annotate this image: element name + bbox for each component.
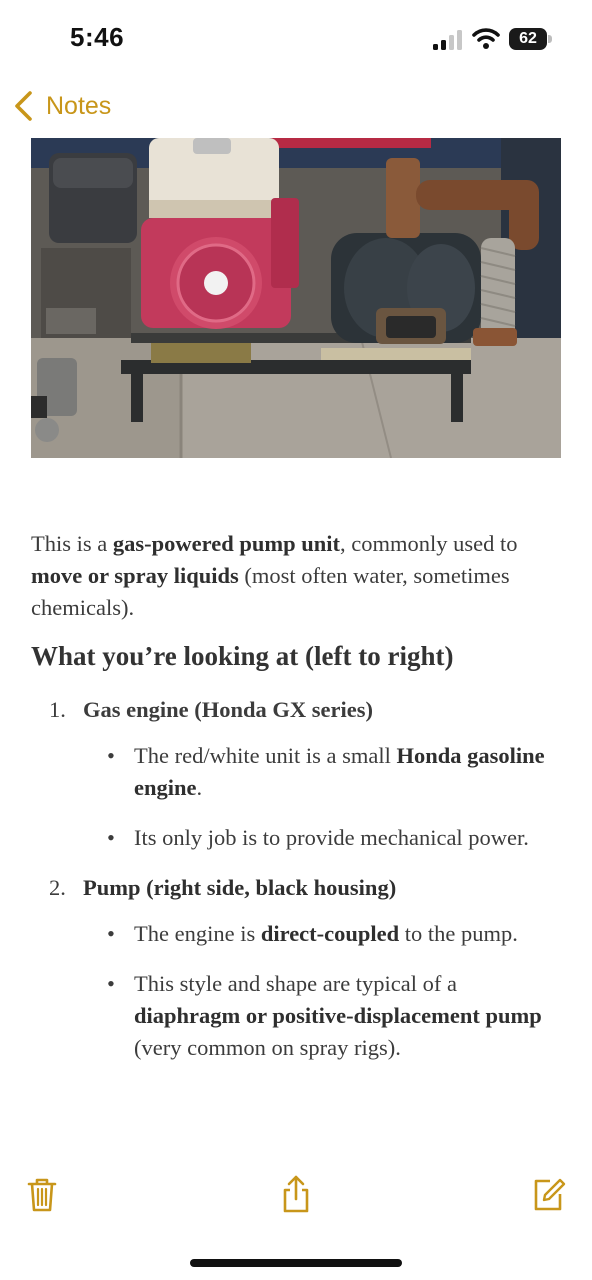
compose-button[interactable] — [528, 1174, 568, 1214]
share-button[interactable] — [276, 1174, 316, 1214]
share-icon — [276, 1174, 316, 1214]
trash-icon — [22, 1174, 62, 1214]
bullet-item: • Its only job is to provide mechanical power. — [107, 825, 529, 850]
list-item-engine — [31, 694, 561, 726]
pump-unit-image — [31, 138, 561, 458]
wifi-icon — [472, 27, 500, 49]
battery-icon — [509, 28, 553, 50]
intro-bold-2: move or spray liquids — [31, 563, 239, 588]
status-time: 5:46 — [70, 22, 125, 52]
intro-bold-1: gas-powered pump unit — [112, 531, 341, 556]
bottom-toolbar — [0, 1170, 592, 1220]
status-bar — [0, 0, 592, 80]
compose-icon — [528, 1174, 568, 1214]
bullet-item: • This style and shape are typical of a diaphragm or positive-displacement pump (very common on spray rigs). — [107, 971, 542, 1060]
battery-level: 62 — [519, 30, 537, 47]
list-number: 1. — [49, 697, 66, 722]
back-label: Notes — [46, 91, 112, 120]
pump-bullets — [31, 918, 561, 1064]
list-item-pump — [31, 872, 561, 904]
chevron-left-icon — [12, 90, 34, 122]
list-number: 2. — [49, 875, 66, 900]
home-indicator[interactable] — [190, 1259, 402, 1267]
engine-bullets — [31, 740, 561, 854]
delete-button[interactable] — [22, 1174, 62, 1214]
intro-paragraph: This is a gas-powered pump unit, commonly used to move or spray liquids (most often water, sometimes chemicals). — [31, 531, 518, 620]
list-item-title: Gas engine (Honda GX series) — [83, 697, 373, 722]
note-body[interactable] — [31, 528, 561, 1082]
list-item-title: Pump (right side, black housing) — [83, 875, 397, 900]
bullet-item: • The red/white unit is a small Honda gasoline engine. — [107, 743, 545, 800]
section-heading: What you’re looking at (left to right) — [31, 641, 454, 671]
bullet-item: • The engine is direct-coupled to the pump. — [107, 921, 518, 946]
note-photo[interactable] — [31, 138, 561, 458]
cellular-signal-icon — [432, 30, 464, 50]
back-to-notes-button[interactable] — [12, 88, 111, 124]
